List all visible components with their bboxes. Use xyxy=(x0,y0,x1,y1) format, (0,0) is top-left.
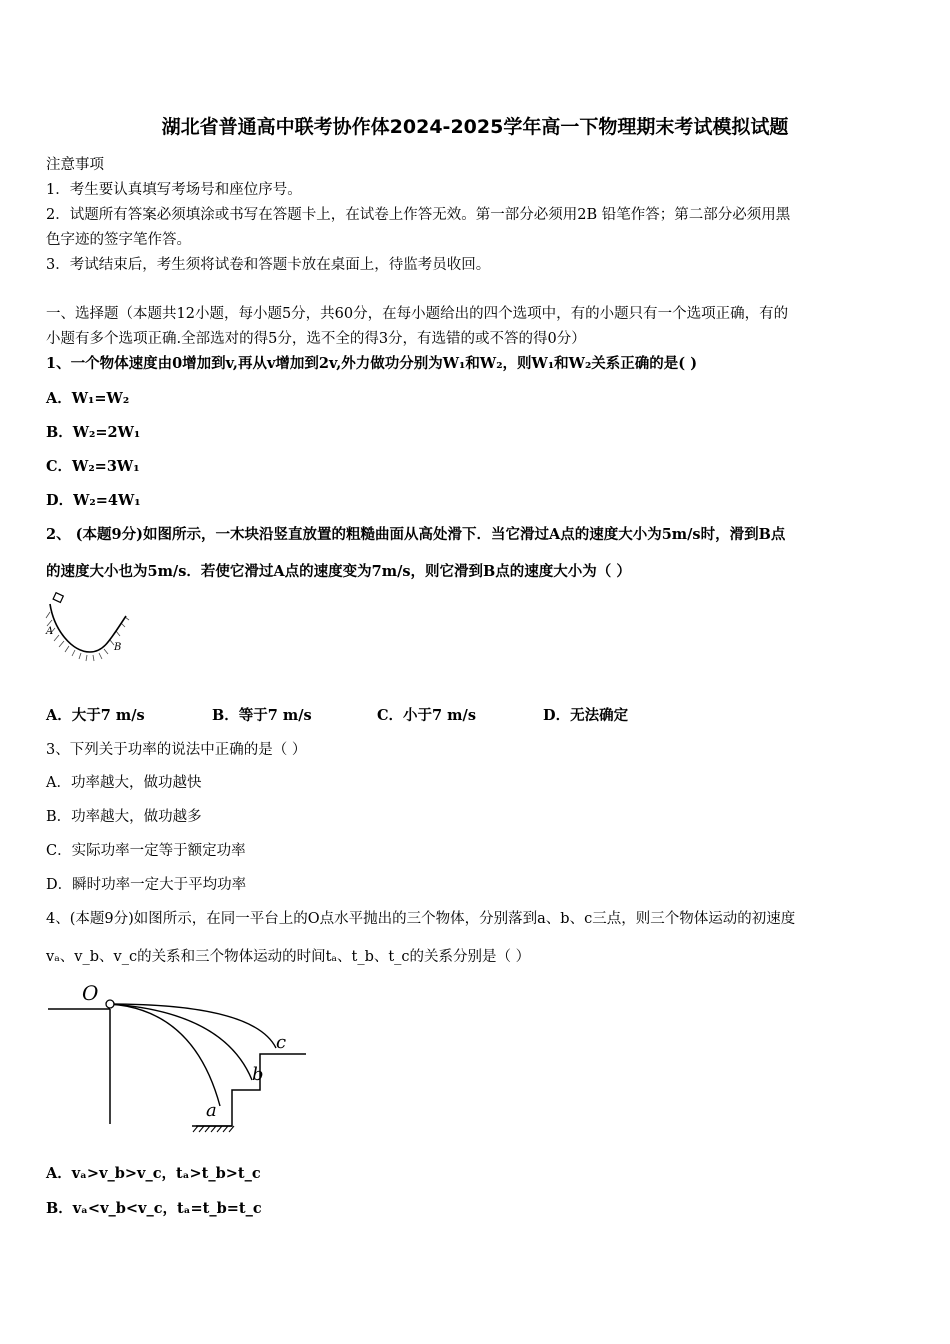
figure-label-a: A xyxy=(46,626,54,637)
question-3-text: 3、下列关于功率的说法中正确的是（ ） xyxy=(46,742,307,758)
q2-option-d: D．无法确定 xyxy=(543,707,629,724)
q4-option-b: B．vₐ<v_b<v_c，tₐ=t_b=t_c xyxy=(46,1200,262,1217)
projectile-figure xyxy=(44,978,314,1138)
figure-label-b: B xyxy=(114,642,122,653)
notice-item: 3．考试结束后，考生须将试卷和答题卡放在桌面上，待监考员收回。 xyxy=(46,257,491,273)
q1-option-b: B．W₂=2W₁ xyxy=(46,424,141,441)
notice-heading: 注意事项 xyxy=(46,157,104,173)
figure-label-c: c xyxy=(276,1032,287,1053)
notice-item: 色字迹的签字笔作答。 xyxy=(46,232,191,248)
figure-label-b: b xyxy=(252,1064,264,1085)
q3-option-b: B．功率越大，做功越多 xyxy=(46,809,202,825)
q1-option-a: A．W₁=W₂ xyxy=(46,390,130,407)
page-title: 湖北省普通高中联考协作体2024-2025学年高一下物理期末考试模拟试题 xyxy=(161,116,789,138)
section-heading: 一、选择题（本题共12小题，每小题5分，共60分，在每小题给出的四个选项中，有的小题只有一个选项正确，有的 xyxy=(46,306,789,322)
question-2-text-cont: 的速度大小也为5m/s．若使它滑过A点的速度变为7m/s，则它滑到B点的速度大小为（ ） xyxy=(46,563,631,580)
notice-item: 1．考生要认真填写考场号和座位序号。 xyxy=(46,182,302,198)
q2-option-c: C．小于7 m/s xyxy=(377,707,476,724)
question-4-text: 4、(本题9分)如图所示，在同一平台上的O点水平抛出的三个物体，分别落到a、b、c三点，则三个物体运动的初速度 xyxy=(46,911,796,927)
figure-label-a: a xyxy=(206,1100,217,1121)
q3-option-a: A．功率越大，做功越快 xyxy=(46,775,202,791)
q1-option-d: D．W₂=4W₁ xyxy=(46,492,141,509)
question-4-text-cont: vₐ、v_b、v_c的关系和三个物体运动的时间tₐ、t_b、t_c的关系分别是（ ） xyxy=(46,949,531,965)
section-heading-cont: 小题有多个选项正确.全部选对的得5分，选不全的得3分，有选错的或不答的得0分） xyxy=(46,331,586,347)
question-1-text: 1、一个物体速度由0增加到v,再从v增加到2v,外力做功分别为W₁和W₂，则W₁和W₂关系正确的是( ) xyxy=(46,355,698,372)
q4-option-a: A．vₐ>v_b>v_c，tₐ>t_b>t_c xyxy=(46,1165,261,1182)
curved-track-figure xyxy=(44,590,134,668)
q2-option-a: A．大于7 m/s xyxy=(46,707,145,724)
question-2-text: 2、 (本题9分)如图所示，一木块沿竖直放置的粗糙曲面从高处滑下．当它滑过A点的速度大小为5m/s时，滑到B点 xyxy=(46,526,786,543)
q1-option-c: C．W₂=3W₁ xyxy=(46,458,140,475)
q2-option-b: B．等于7 m/s xyxy=(212,707,312,724)
notice-item: 2．试题所有答案必须填涂或书写在答题卡上，在试卷上作答无效。第一部分必须用2B 铅笔作答；第二部分必须用黑 xyxy=(46,207,791,223)
figure-label-o: O xyxy=(82,981,99,1005)
q3-option-d: D．瞬时功率一定大于平均功率 xyxy=(46,877,247,893)
q3-option-c: C．实际功率一定等于额定功率 xyxy=(46,843,246,859)
